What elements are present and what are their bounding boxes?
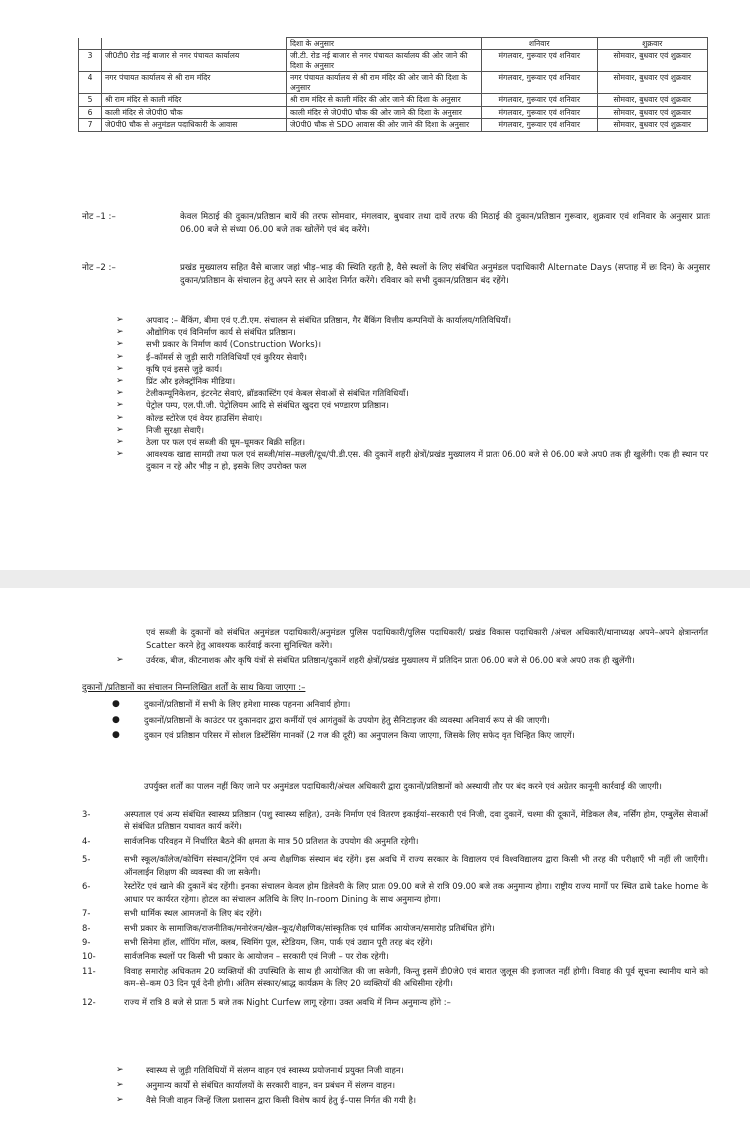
exceptions-list (116, 314, 708, 472)
continuation-text: एवं सब्जी के दुकानों को संबंधित अनुमंडल पदाधिकारी/अनुमंडल पुलिस पदाधिकारी/पुलिस पदाधिकारी/ प्रखंड विकास पदाधिकारी /अंचल अधिकारी/थानाध्यक्ष अपने–अपने क्षेत्रान्तर्गत Scatter करने हेतु आवश्यक कार्रवाई करना सुनिश्चित करेंगे। (146, 627, 708, 650)
list-item: ➢ निजी सुरक्षा सेवाएँ। (116, 424, 708, 436)
route-cell: जी0टी0 रोड नई बाजार से नगर पंचायत कार्यालय (102, 50, 287, 72)
arrow-icon: ➢ (116, 1095, 124, 1106)
days-cell-1: मंगलवार, गुरूवार एवं शनिवार (482, 72, 598, 94)
direction-cell: काली मंदिर से जे0पी0 चौक की ओर जाने की दिशा के अनुसार (287, 106, 482, 118)
arrow-icon: ➢ (116, 327, 124, 338)
arrow-icon: ➢ (116, 339, 124, 350)
direction-cell: श्री राम मंदिर से काली मंदिर की ओर जाने की दिशा के अनुसार (287, 94, 482, 106)
arrow-icon: ➢ (116, 351, 124, 362)
list-item: ➢ ई–कॉमर्स से जुड़ी सारी गतिविधियाँ एवं कुरियर सेवाएँ। (116, 351, 708, 363)
list-item: ➢ अनुमान्य कार्यों से संबंधित कार्यालयों के सरकारी वाहन, वन प्रबंधन में संलग्न वाहन। (116, 1079, 708, 1091)
table-row (79, 72, 708, 94)
table-header-cell (79, 38, 102, 50)
list-item: ➢ अपवाद :– बैंकिंग, बीमा एवं ए.टी.एम. संचालन से संबंधित प्रतिष्ठान, गैर बैंकिंग वित्तीय कम्पनियों के कार्यालय/गतिविधियाँ। (116, 314, 708, 326)
list-item: ● दुकानों/प्रतिष्ठानों के काउंटर पर दुकानदार द्वारा कर्मीयों एवं आगंतुकों के उपयोग हेतु सैनिटाइजर की व्यवस्था अनिवार्य रूप से की जाएगी। (112, 714, 708, 727)
document-page-2 (0, 588, 750, 1148)
arrow-icon: ➢ (116, 436, 124, 447)
note-2-text: प्रखंड मुख्यालय सहित वैसे बाजार जहां भीड़–भाड़ की स्थिति रहती है, वैसे स्थलों के लिए संबंधित अनुमंडल पदाधिकारी Alternate Days (सप्ताह में छः दिन) के अनुसार दुकान/प्रतिष्ठान के संचालन हेतु अपने स्तर से आदेश निर्गत करेंगे। रविवार को सभी दुकान/प्रतिष्ठान बंद रहेंगे। (180, 263, 710, 287)
list-item: 6- रेस्टोरेंट एवं खाने की दुकानें बंद रहेंगी। इनका संचालन केवल होम डिलेवरी के लिए प्रातः 09.00 बजे से रात्रि 09.00 बजे तक अनुमान्य होगा। राष्ट्रीय राज्य मार्गों पर स्थित ढाबे take home के आधार पर कार्यरत रहेगा। होटल का संचालन अतिथि के लिए In-room Dining के साथ अनुमान्य होगा। (82, 881, 708, 904)
arrow-icon: ➢ (116, 363, 124, 374)
list-item: 10- सार्वजनिक स्थलों पर किसी भी प्रकार के आयोजन – सरकारी एवं निजी – पर रोक रहेगी। (82, 951, 389, 962)
list-item: 11- विवाह समारोह अधिकतम 20 व्यक्तियों की उपस्थिति के साथ ही आयोजित की जा सकेगी, किन्तु इसमें डी0जे0 एवं बारात जुलूस की इजाजत नहीं होगी। विवाह की पूर्व सूचना स्थानीय थाने को कम–से–कम 03 दिन पूर्व देनी होगी। अंतिम संस्कार/श्राद्ध कार्यक्रम के लिए 20 व्यक्तियों की अधिसीमा रहेगी। (82, 965, 708, 989)
days-cell-1: मंगलवार, गुरूवार एवं शनिवार (482, 119, 598, 131)
list-item: 8- सभी प्रकार के सामाजिक/राजनीतिक/मनोरंजन/खेल–कूद/शैक्षणिक/सांस्कृतिक एवं धार्मिक आयोजन/समारोह प्रतिबंधित होंगे। (82, 922, 495, 933)
list-item: ➢ प्रिंट और इलेक्ट्रॉनिक मीडिया। (116, 375, 708, 387)
list-item: ➢ स्वास्थ्य से जुड़ी गतिविधियों में संलग्न वाहन एवं स्वास्थ्य प्रयोजनार्थ प्रयुक्त निजी वाहन। (116, 1064, 708, 1076)
list-item: ➢ ठेला पर फल एवं सब्जी की घूम–घूमकर बिक्री सहित। (116, 436, 708, 448)
arrow-icon: ➢ (116, 400, 124, 411)
table-row (79, 106, 708, 118)
arrow-icon: ➢ (116, 449, 124, 460)
table-row (79, 94, 708, 106)
days-cell-2: सोमवार, बुधवार एवं शुक्रवार (597, 119, 708, 131)
note-1-label: नोट –1 :– (82, 212, 116, 222)
row-number: 6 (79, 106, 102, 118)
row-number: 3 (79, 50, 102, 72)
days-cell-2: सोमवार, बुधवार एवं शुक्रवार (597, 50, 708, 72)
direction-cell: जे0पी0 चौक से SDO आवास की ओर जाने की दिशा के अनुसार (287, 119, 482, 131)
arrow-icon: ➢ (116, 375, 124, 386)
arrow-icon: ➢ (116, 412, 124, 423)
document-page-1 (0, 0, 750, 570)
list-item: ➢ वैसे निजी वाहन जिन्हें जिला प्रशासन द्वारा किसी विशेष कार्य हेतु ई–पास निर्गत की गयी है। (116, 1094, 708, 1106)
bullet-icon: ● (112, 699, 120, 709)
list-item: 12- राज्य में रात्रि 8 बजे से प्रातः 5 बजे तक Night Curfew लागू रहेगा। उक्त अवधि में निम्न अनुमान्य होंगे :– (82, 996, 451, 1007)
table-header-cell (102, 38, 287, 50)
conditions-note: उपर्युक्त शर्तों का पालन नहीं किए जाने पर अनुमंडल पदाधिकारी/अंचल अधिकारी द्वारा दुकानों/प्रतिष्ठानों को अस्थायी तौर पर बंद करने एवं अग्रेतर कानूनी कार्रवाई की जाएगी। (144, 781, 662, 791)
direction-cell: जी.टी. रोड नई बाजार से नगर पंचायत कार्यालय की ओर जाने की दिशा के अनुसार (287, 50, 482, 72)
list-item: ➢ पेट्रोल पम्प, एल.पी.जी. पेट्रोलियम आदि से संबंधित खुदरा एवं भण्डारण प्रतिष्ठान। (116, 399, 708, 411)
row-number: 5 (79, 94, 102, 106)
days-cell-1: मंगलवार, गुरूवार एवं शनिवार (482, 94, 598, 106)
arrow-icon: ➢ (116, 388, 124, 399)
arrow-icon: ➢ (116, 315, 124, 325)
note-1 (82, 211, 710, 255)
route-cell: नगर पंचायत कार्यालय से श्री राम मंदिर (102, 72, 287, 94)
route-schedule-table (78, 37, 708, 132)
list-item: ➢ सभी प्रकार के निर्माण कार्य (Construction Works)। (116, 338, 708, 350)
list-item: 5- सभी स्कूल/कॉलेज/कोचिंग संस्थान/ट्रेनिंग एवं अन्य शैक्षणिक संस्थान बंद रहेंगे। इस अवधि में राज्य सरकार के विद्यालय एवं विश्वविद्यालय द्वारा किसी भी तरह की परीक्षाएँ भी नहीं ली जाएँगी। ऑनलाईन शिक्षण की व्यवस्था की जा सकेगी। (82, 854, 708, 877)
table-header-cell: दिशा के अनुसार (287, 38, 482, 50)
list-item: ➢ कोल्ड स्टोरेज एवं वेयर हाउसिंग सेवाएं। (116, 412, 708, 424)
list-item: ➢ औद्योगिक एवं विनिर्माण कार्य से संबंधित प्रतिष्ठान। (116, 326, 708, 338)
table-row (79, 119, 708, 131)
fertilizer-list (116, 654, 708, 666)
arrow-icon: ➢ (116, 1065, 124, 1075)
list-item: ● दुकान एवं प्रतिष्ठान परिसर में सोशल डिस्टेंसिंग मानकों (2 गज की दूरी) का अनुपालन किया जाएगा, जिसके लिए सफेद वृत चिन्हित किए जाएगें। (112, 729, 708, 742)
note-2 (82, 262, 710, 308)
list-item: ➢ आवश्यक खाद्य सामग्री तथा फल एवं सब्जी/मांस–मछली/दूध/पी.डी.एस. की दुकानें शहरी क्षेत्रों/प्रखंड मुख्यालय में प्रातः 06.00 बजे से 06.00 बजे अप0 तक ही खुलेंगी। एक ही स्थान पर दुकान न रहे और भीड़ न हो, इसके लिए उपरोक्त फल (116, 449, 708, 472)
arrow-icon: ➢ (116, 1080, 124, 1091)
conditions-heading: दुकानों /प्रतिष्ठानों का संचालन निम्नलिखित शर्तों के साथ किया जाएगा :– (82, 683, 306, 693)
route-cell: काली मंदिर से जे0पी0 चौक (102, 106, 287, 118)
days-cell-1: मंगलवार, गुरूवार एवं शनिवार (482, 50, 598, 72)
curfew-exceptions-list (116, 1064, 708, 1107)
table-header-cell: शनिवार (482, 38, 598, 50)
numbered-list (82, 808, 708, 1010)
list-item: ➢ कृषि एवं इससे जुड़े कार्य। (116, 363, 708, 375)
bullet-icon: ● (112, 730, 120, 741)
direction-cell: नगर पंचायत कार्यालय से श्री राम मंदिर की ओर जाने की दिशा के अनुसार (287, 72, 482, 94)
list-item: 9- सभी सिनेमा हॉल, शॉपिंग मॉल, क्लब, स्विमिंग पूल, स्टेडियम, जिम, पार्क एवं उद्यान पूरी तरह बंद रहेंगे। (82, 936, 433, 947)
list-item: 7- सभी धार्मिक स्थल आमजनों के लिए बंद रहेंगे। (82, 908, 262, 919)
route-cell: जे0पी0 चौक से अनुमंडल पदाधिकारी के आवास (102, 119, 287, 131)
days-cell-2: सोमवार, बुधवार एवं शुक्रवार (597, 72, 708, 94)
arrow-icon: ➢ (116, 424, 124, 435)
table-header-row (79, 38, 708, 50)
table-row (79, 50, 708, 72)
note-1-text: केवल मिठाई की दुकान/प्रतिष्ठान बायें की तरफ सोमवार, मंगलवार, बुधवार तथा दायें तरफ की मिठाई की दुकान/प्रतिष्ठान गुरूवार, शुक्रवार एवं शनिवार के अनुसार प्रातः 06.00 बजे से संध्या 06.00 बजे तक खोलेंगे एवं बंद करेंगे। (180, 212, 710, 236)
row-number: 4 (79, 72, 102, 94)
route-cell: श्री राम मंदिर से काली मंदिर (102, 94, 287, 106)
days-cell-2: सोमवार, बुधवार एवं शुक्रवार (597, 94, 708, 106)
list-item: ➢ टेलीकम्यूनिकेशन, इंटरनेट सेवाएं, ब्रॉडकास्टिंग एवं केबल सेवाओं से संबंधित गतिविधियाँ। (116, 387, 708, 399)
list-item: ➢ उर्वरक, बीज, कीटनाशक और कृषि यंत्रों से संबंधित प्रतिष्ठान/दुकानें शहरी क्षेत्रों/प्रखंड मुख्यालय में प्रतिदिन प्रातः 06.00 बजे से 06.00 बजे अप0 तक ही खुलेंगी। (116, 654, 708, 666)
list-item: 4- सार्वजनिक परिवहन में निर्धारित बैठने की क्षमता के मात्र 50 प्रतिशत के उपयोग की अनुमति रहेगी। (82, 835, 419, 846)
table-header-cell: शुक्रवार (597, 38, 708, 50)
row-number: 7 (79, 119, 102, 131)
bullet-icon: ● (112, 714, 120, 725)
days-cell-1: मंगलवार, गुरूवार एवं शनिवार (482, 106, 598, 118)
list-item: 3- अस्पताल एवं अन्य संबंधित स्वास्थ्य प्रतिष्ठान (पशु स्वास्थ्य सहित), उनके निर्माण एवं वितरण इकाईयां–सरकारी एवं निजी, दवा दुकानें, चश्मा की दूकानें, मेडिकल लैब, नर्सिंग होम, एम्बुलेंस सेवाओं से संबंधित प्रतिष्ठान यथावत कार्य करेंगे। (82, 809, 708, 832)
conditions-list (112, 698, 708, 745)
note-2-label: नोट –2 :– (82, 263, 116, 273)
list-item: ● दुकानों/प्रतिष्ठानों में सभी के लिए हमेशा मास्क पहनना अनिवार्य होगा। (112, 698, 708, 711)
page-separator (0, 570, 750, 588)
arrow-icon: ➢ (116, 655, 124, 665)
days-cell-2: सोमवार, बुधवार एवं शुक्रवार (597, 106, 708, 118)
